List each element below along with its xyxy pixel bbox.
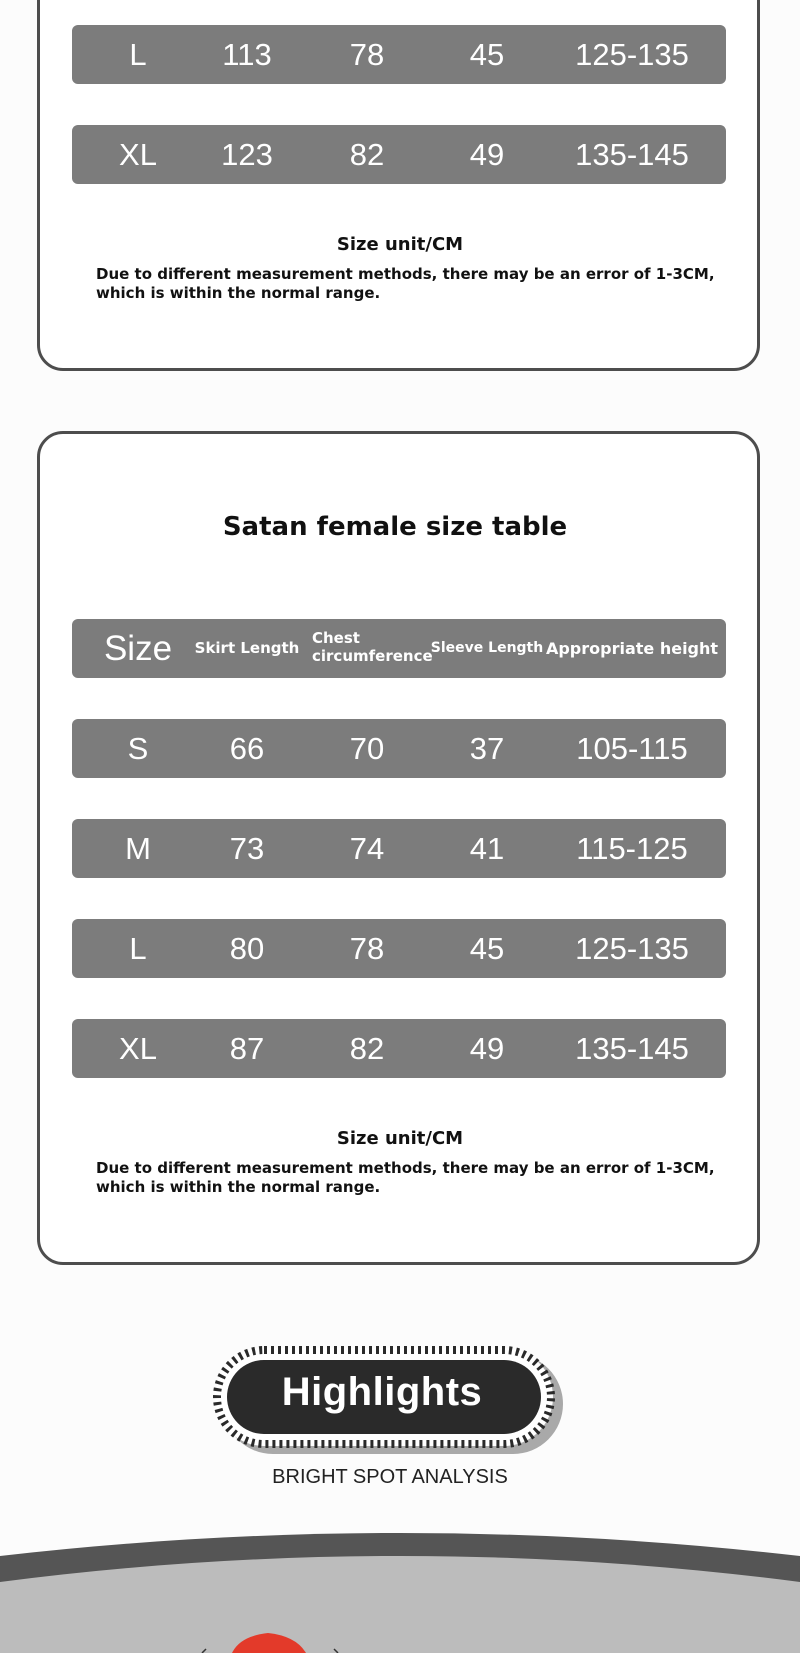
table-header-row — [72, 619, 726, 678]
sleeve-cell: 49 — [469, 137, 505, 172]
header-chest-circumference: Chest circumference — [312, 629, 433, 665]
size-cell: L — [129, 931, 147, 966]
height-cell: 125-135 — [575, 37, 689, 72]
highlights-label: Highlights — [281, 1370, 483, 1414]
chest-cell: 78 — [349, 931, 385, 966]
header-skirt-length: Skirt Length — [194, 639, 300, 657]
chest-cell: 82 — [349, 137, 385, 172]
size-unit-label: Size unit/CM — [336, 234, 464, 255]
height-cell: 115-125 — [576, 831, 688, 866]
header-appropriate-height: Appropriate height — [545, 639, 719, 658]
height-cell: 125-135 — [575, 931, 689, 966]
size-cell: L — [129, 37, 147, 72]
sleeve-cell: 45 — [469, 931, 505, 966]
table-row — [72, 719, 726, 778]
skirt-length-cell: 87 — [229, 1031, 265, 1066]
skirt-length-cell: 73 — [229, 831, 265, 866]
table-row — [72, 1019, 726, 1078]
sleeve-cell: 41 — [469, 831, 505, 866]
skirt-length-cell: 80 — [229, 931, 265, 966]
measurement-note: Due to different measurement methods, there may be an error of 1-3CM, which is within the normal range. — [96, 1159, 715, 1196]
bottom-decor — [0, 1530, 800, 1653]
chest-cell: 70 — [349, 731, 385, 766]
length-cell: 123 — [221, 137, 273, 172]
size-unit-label: Size unit/CM — [336, 1128, 464, 1149]
table-row — [72, 25, 726, 84]
size-cell: S — [127, 731, 149, 766]
height-cell: 105-115 — [576, 731, 688, 766]
table-row — [72, 919, 726, 978]
sleeve-cell: 37 — [469, 731, 505, 766]
table-row — [72, 819, 726, 878]
chest-cell: 74 — [349, 831, 385, 866]
bright-spot-subtitle: BRIGHT SPOT ANALYSIS — [272, 1466, 508, 1488]
chest-cell: 78 — [349, 37, 385, 72]
header-size: Size — [103, 629, 173, 668]
chest-cell: 82 — [349, 1031, 385, 1066]
header-sleeve-length: Sleeve Length — [430, 640, 544, 656]
length-cell: 113 — [222, 37, 272, 72]
table-row — [72, 125, 726, 184]
height-cell: 135-145 — [575, 137, 689, 172]
skirt-length-cell: 66 — [229, 731, 265, 766]
measurement-note: Due to different measurement methods, there may be an error of 1-3CM, which is within the normal range. — [96, 265, 715, 302]
size-cell: XL — [119, 137, 157, 172]
table-title: Satan female size table — [222, 512, 568, 542]
height-cell: 135-145 — [575, 1031, 689, 1066]
size-cell: XL — [119, 1031, 157, 1066]
sleeve-cell: 45 — [469, 37, 505, 72]
sleeve-cell: 49 — [469, 1031, 505, 1066]
size-cell: M — [125, 831, 151, 866]
